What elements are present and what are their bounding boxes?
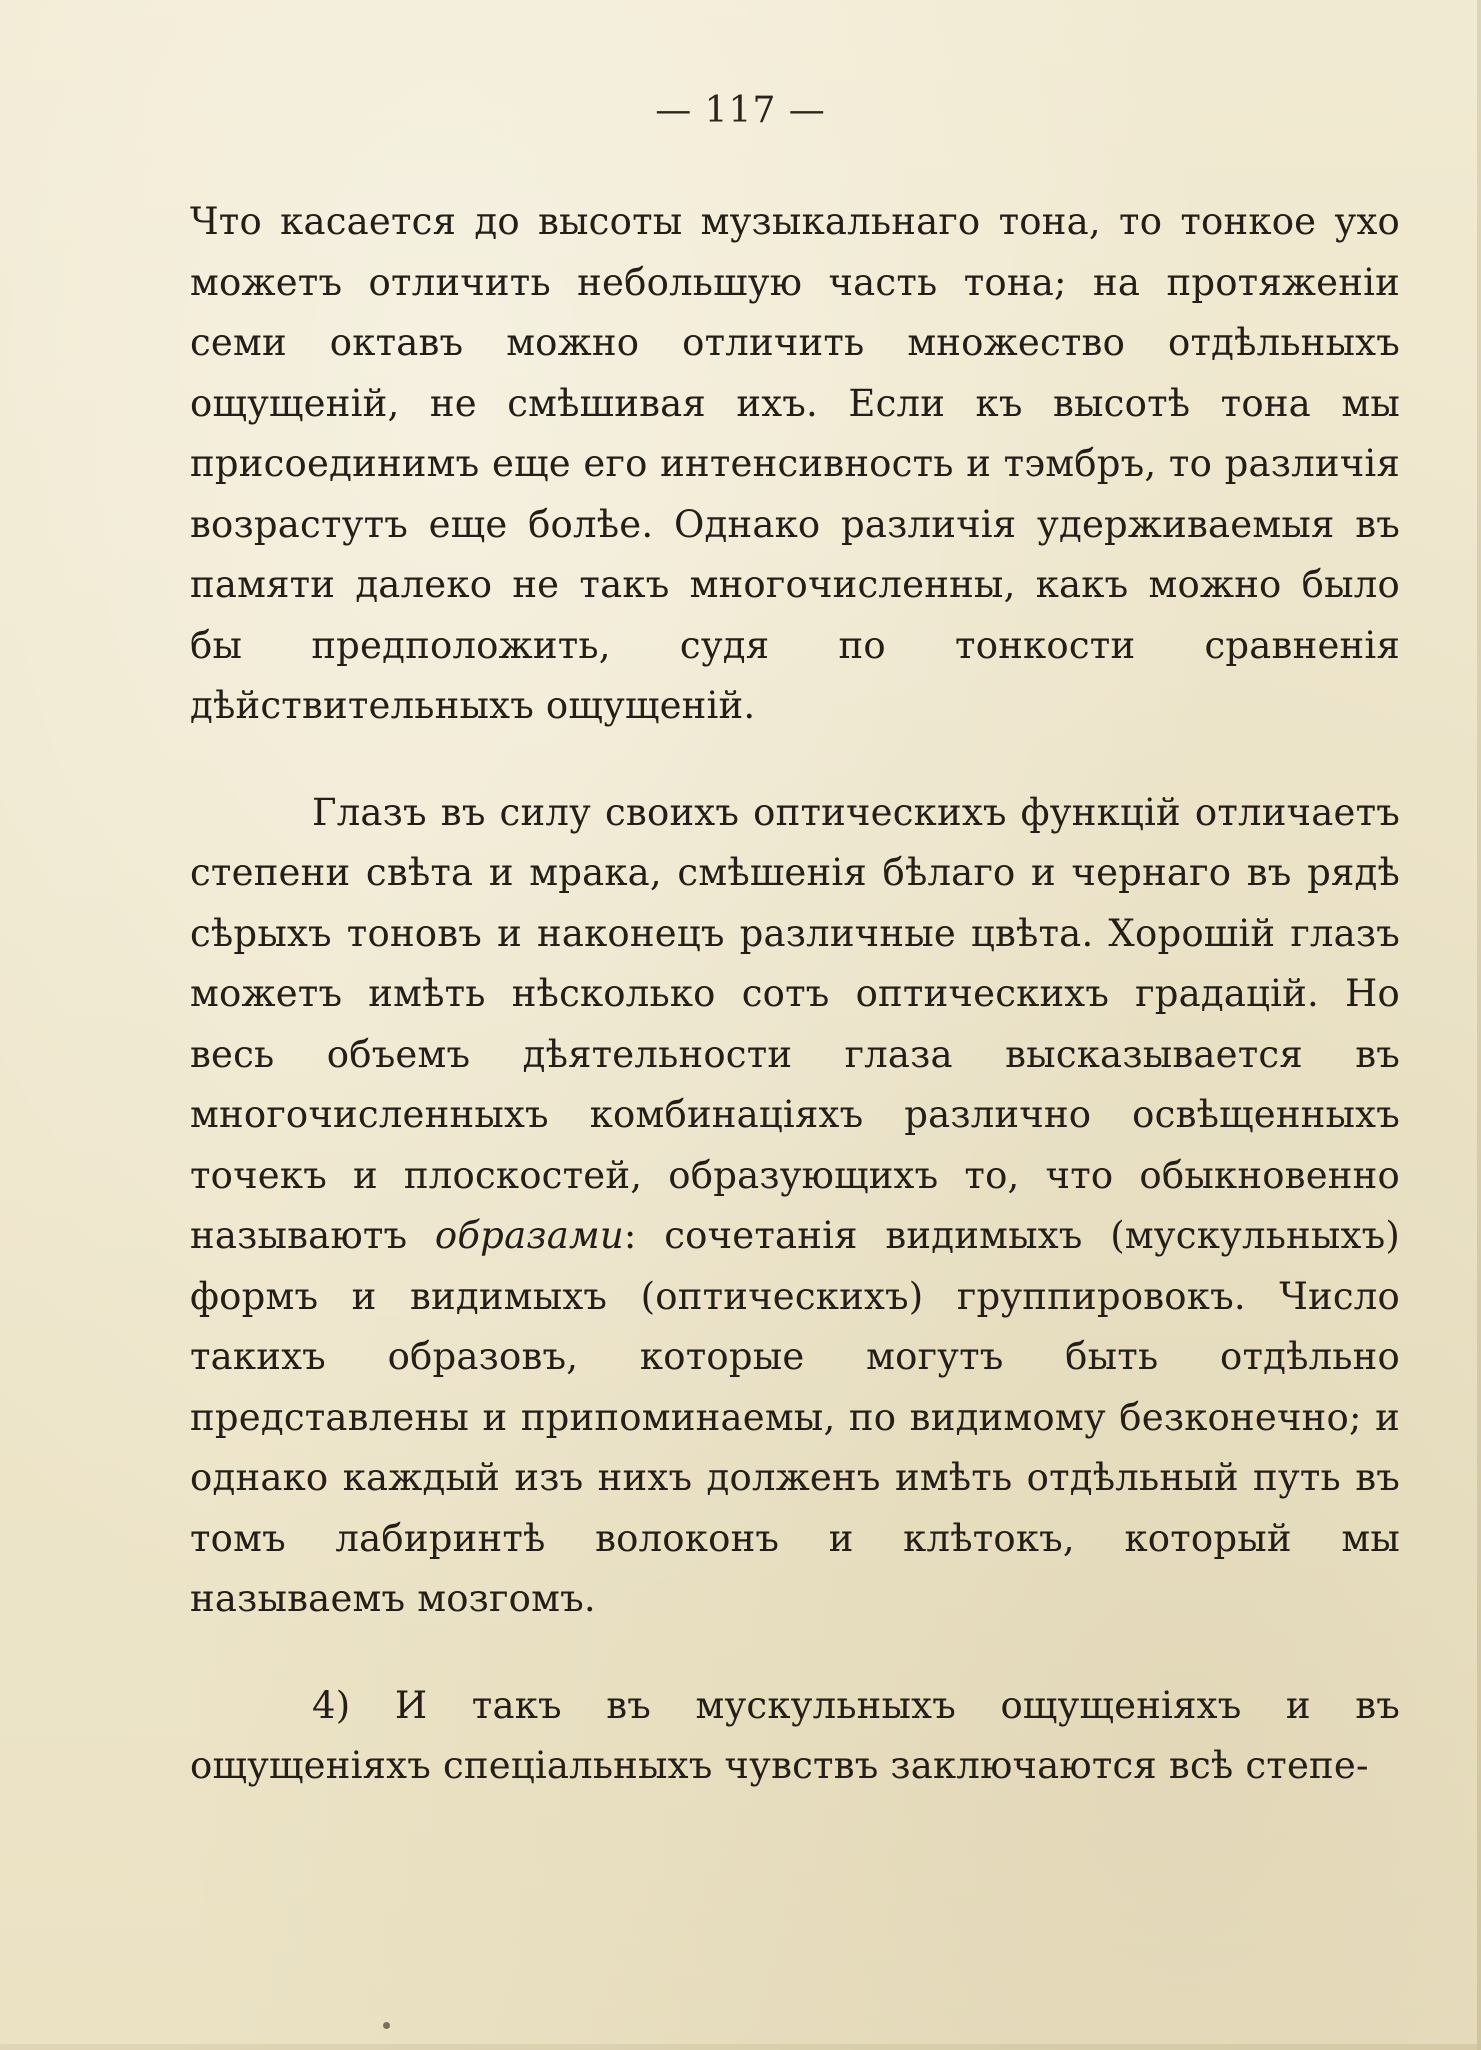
page-number: — 117 — (655, 90, 826, 131)
page-edge-bottom (0, 2044, 1481, 2050)
emphasis-obrazami: образами (434, 1214, 624, 1257)
body-text (190, 192, 1400, 1797)
paragraph-eye-text: Глазъ въ силу своихъ оптическихъ функцій отличаетъ степени свѣта и мрака, смѣшенія бѣлаго и чернаго въ рядѣ сѣрыхъ тоновъ и наконецъ различные цвѣта. Хорошій глазъ можетъ имѣть нѣсколько сотъ оптическихъ градацій. Но весь объемъ дѣятельности глаза высказывается въ многочисленныхъ комбинаціяхъ различно освѣщенныхъ точекъ и плоскостей, образующихъ то, что обыкновенно называютъ (190, 790, 1400, 1257)
paragraph-eye-continuation: : сочетанія видимыхъ (мускульныхъ) формъ и видимыхъ (оптическихъ) группировокъ. Число такихъ образовъ, которые могутъ быть отдѣльно представлены и припоминаемы, по видимому безконечно; и однако каждый изъ нихъ долженъ имѣть отдѣльный путь въ томъ лабиринтѣ волоконъ и клѣтокъ, который мы называемъ мозгомъ. (190, 1214, 1400, 1620)
paragraph-eye (190, 783, 1400, 1630)
paragraph-conclusion: 4) И такъ въ мускульныхъ ощущеніяхъ и въ ощущеніяхъ спеціальныхъ чувствъ заключаются всѣ степе- (190, 1683, 1400, 1787)
paragraph-pitch: Что касается до высоты музыкальнаго тона, то тонкое ухо можетъ отличить небольшую часть тона; на протяженіи семи октавъ можно отличить множество отдѣльныхъ ощущеній, не смѣшивая ихъ. Если къ высотѣ тона мы присоединимъ еще его интенсивность и тэмбръ, то различія возрастутъ еще болѣе. Однако различія удерживаемыя въ памяти далеко не такъ многочисленны, какъ можно было бы предположить, судя по тонкости сравненія дѣйствительныхъ ощущеній. (190, 200, 1400, 727)
ink-speck (383, 2022, 390, 2029)
page-edge-right (1477, 0, 1481, 2050)
